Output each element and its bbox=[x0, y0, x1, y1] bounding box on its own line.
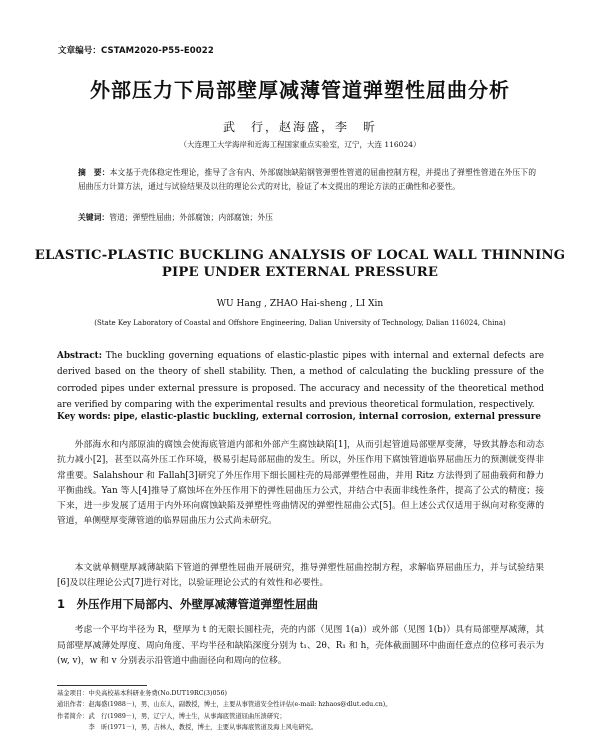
authors-chinese: 武 行，赵海盛，李 昕 bbox=[222, 120, 377, 134]
footnote-funding: 基金项目：中央高校基本科研业务费(No.DUT19RC(3)056) bbox=[57, 690, 227, 697]
abstract-chinese bbox=[78, 166, 536, 193]
footnote-author-bio-2: 李 昕(1971－)，男，吉林人，教授，博士，主要从事海底管道及海上风电研究。 bbox=[57, 724, 318, 732]
footnote-corresponding-author: 通讯作者：赵海盛(1988－)，男，山东人，副教授，博士，主要从事管道安全性评估(e-mail: hzhaos@dlut.edu.cn)。 bbox=[57, 701, 392, 709]
keywords-chinese-label: 关键词： bbox=[78, 213, 110, 222]
abstract-english-text: The buckling governing equations of elastic-plastic pipes with internal and external defects are derived based on the theory of shell stability. Then, a method of calculating the buckling pressure of the corroded pipes under external pressure is proposed. The accuracy and necessity of the theoretical method are verified by comparing with the experimental results and previous theoretical formulation, respectively. bbox=[57, 351, 544, 410]
intro-paragraph-1: 外部海水和内部原油的腐蚀会使海底管道内部和外部产生腐蚀缺陷[1]，从而引起管道局部壁厚变薄，导致其静态和动态抗力减小[2]，甚至以高外压工作环境，极易引起局部屈曲的发生。所以，外压作用下腐蚀管道临界屈曲压力的预测就变得非常重要。Salahshour 和 Fallah[3]研究了外压作用下细长圆柱壳的局部弹塑性屈曲，并用 Ritz 方法得到了屈曲载荷和静力平衡曲线。Yan 等人[4]推导了腐蚀坏在外压作用下的弹性屈曲压力公式，并结合中表面非线性条件，提高了公式的精度；接下来，进一步发展了适用于内外环向腐蚀缺陷及弹塑性弯曲情况的弹塑性屈曲公式[5]。但上述公式仅适用于纵向对称变薄的管道，单侧壁厚变薄管道的临界屈曲压力公式尚未研究。 bbox=[57, 440, 544, 527]
keywords-english bbox=[57, 412, 544, 422]
keywords-chinese bbox=[78, 212, 536, 223]
abstract-english-label: Abstract: bbox=[57, 351, 102, 361]
section-heading-1: 1 外压作用下局部内、外壁厚减薄管道弹塑性屈曲 bbox=[57, 597, 318, 611]
footnotes bbox=[57, 688, 544, 734]
keywords-chinese-text: 管道；弹塑性屈曲；外部腐蚀；内部腐蚀；外压 bbox=[109, 213, 273, 222]
section-1-paragraph: 考虑一个平均半径为 R，壁厚为 t 的无限长圆柱壳，壳的内部（见图 1(a)）或外部（见图 1(b)）具有局部壁厚减薄，其局部壁厚减薄处厚度、周向角度、平均半径和缺陷深度分别为 t₁、2θ、R₁ 和 h，壳体截面圆环中曲面任意点的位移可表示为(w, v)，w 和 v 分别表示沿管道中曲面径向和周向的位移。 bbox=[57, 625, 544, 666]
abstract-english bbox=[57, 348, 544, 413]
keywords-english-text: pipe, elastic-plastic buckling, external corrosion, internal corrosion, external pressure bbox=[113, 412, 541, 422]
intro-paragraph-2: 本文就单侧壁厚减薄缺陷下管道的弹塑性屈曲开展研究，推导弹塑性屈曲控制方程，求解临界屈曲压力，并与试验结果[6]及以往理论公式[7]进行对比，以验证理论公式的有效性和必要性。 bbox=[57, 563, 544, 589]
affiliation-english: (State Key Laboratory of Coastal and Offshore Engineering, Dalian University of Technology, Dalian 116024, China) bbox=[94, 319, 506, 327]
affiliation-chinese: （大连理工大学海岸和近海工程国家重点实验室，辽宁，大连 116024） bbox=[179, 140, 421, 149]
footnote-author-bio-1: 作者简介：武 行(1989－)，男，辽宁人，博士生，从事海底管道屈曲压溃研究； bbox=[57, 712, 286, 720]
paper-title-chinese: 外部压力下局部壁厚减薄管道弹塑性屈曲分析 bbox=[90, 78, 510, 102]
abstract-chinese-text: 本文基于壳体稳定性理论，推导了含有内、外部腐蚀缺陷钢管弹塑性管道的屈曲控制方程，并提出了弹塑性管道在外压下的屈曲压力计算方法，通过与试验结果及以往的理论公式的对比，验证了本文提出的理论方法的正确性和必要性。 bbox=[78, 168, 536, 191]
paper-title-english: ELASTIC-PLASTIC BUCKLING ANALYSIS OF LOCAL WALL THINNING PIPE UNDER EXTERNAL PRESSURE bbox=[34, 248, 566, 280]
document-id: 文章编号：CSTAM2020-P55-E0022 bbox=[58, 46, 214, 56]
keywords-english-label: Key words: bbox=[57, 412, 111, 422]
footnote-divider bbox=[57, 685, 147, 686]
authors-english: WU Hang , ZHAO Hai-sheng , LI Xin bbox=[216, 299, 384, 309]
abstract-chinese-label: 摘 要： bbox=[78, 168, 110, 177]
